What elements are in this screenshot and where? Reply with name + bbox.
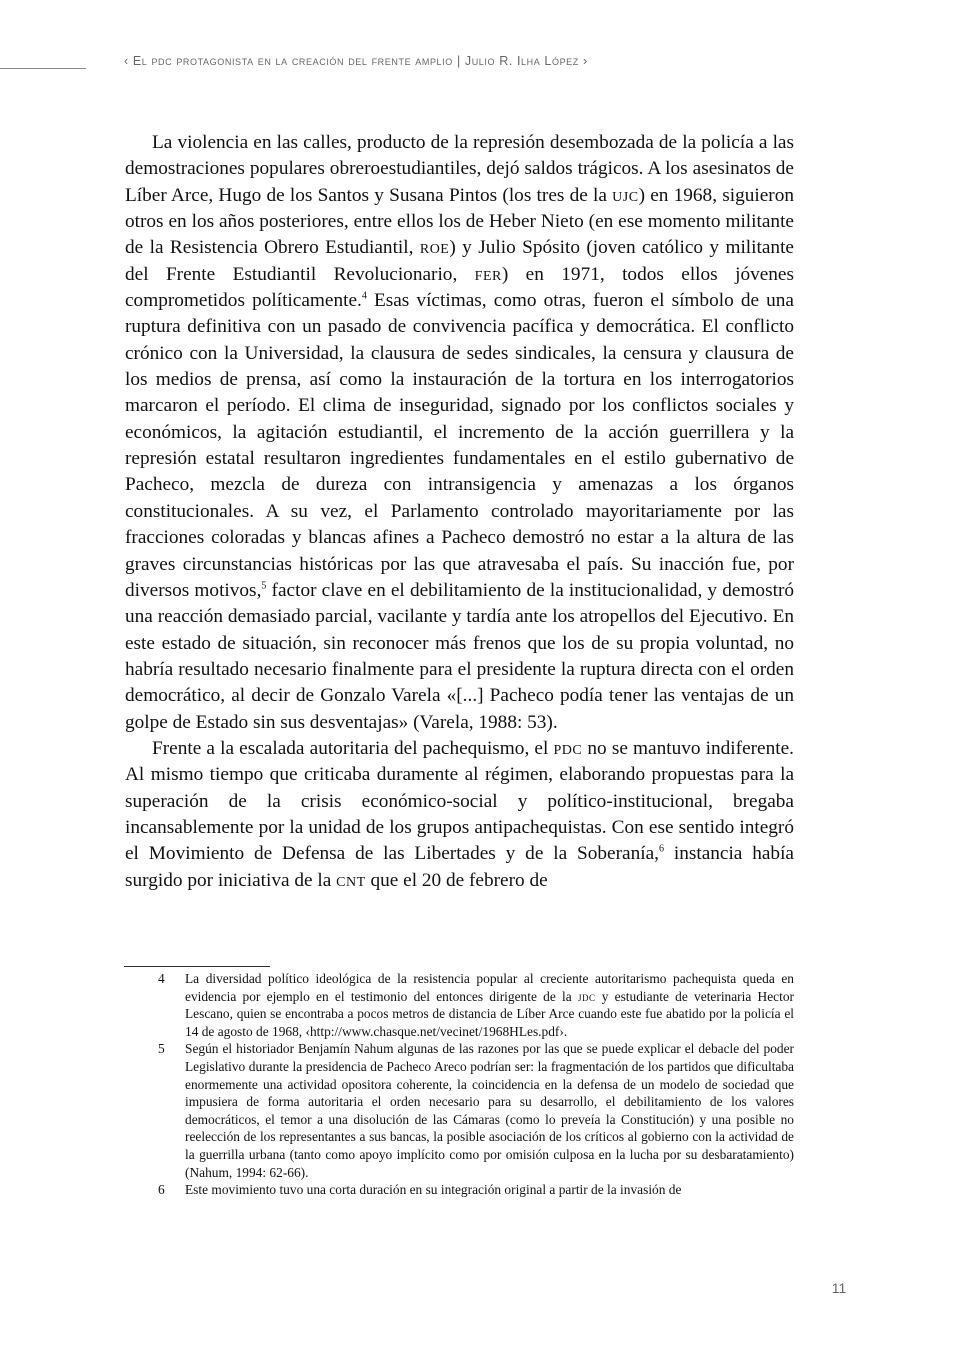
text-run: que el 20 de febrero de	[365, 869, 548, 891]
text-run: ) en 1968, siguieron otros en los años posteriores, entre ellos los de Heber Nieto (en ese momento militante de la Resistencia Obrero Estudiantil,	[125, 184, 794, 259]
text-run: y estudiante de veterinaria Hector Lescano, quien se encontraba a pocos metros de distancia de Líber Arce cuando este fue abatido por la policía el 14 de agosto de 1968, ‹http://www.chasque.net/vecinet/1968HLes.pdf›.	[185, 988, 794, 1039]
paragraph-2	[125, 736, 794, 894]
footnote-ref-4[interactable]: 4	[361, 290, 367, 302]
footnote-text: Según el historiador Benjamín Nahum algunas de las razones por las que se puede explicar el debacle del poder Legislativo durante la presidencia de Pacheco Areco podrían ser: la fragmentación de los partidos que dificultaba enormemente una actividad opositora coherente, la coincidencia en la defensa de un modelo de sociedad que impusiera de forma autoritaria el orden necesario para su desarrollo, el debilitamiento de los valores democráticos, el temor a una disolución de las Cámaras (como lo preveía la Constitución) y una posible no reelección de los representantes a sus bancas, la posible asociación de los críticos al gobierno con la actividad de la guerrilla urbana (tanto como apoyo implícito como por omisión culposa en la lucha por su desbaratamiento) (Nahum, 1994: 62-66).	[185, 1041, 794, 1180]
text-run: Esas víctimas, como otras, fueron el símbolo de una ruptura definitiva con un pasado de convivencia pacífica y democrática. El conflicto crónico con la Universidad, la clausura de sedes sindicales, la censura y clausura de los medios de prensa, así como la instauración de la tortura en los interrogatorios marcaron el período. El clima de inseguridad, signado por los conflictos sociales y económicos, la agitación estudiantil, el incremento de la acción guerrillera y la represión estatal resultaron ingredientes fundamentales en el estilo gubernativo de Pacheco, mezcla de dureza con intransigencia y amenazas a los órganos constitucionales. A su vez, el Parlamento controlado mayoritariamente por las fracciones coloradas y blancas afines a Pacheco demostró no estar a la altura de las graves circunstancias históricas por las que atravesaba el país. Su inacción fue, por diversos motivos,	[125, 290, 794, 601]
header-rule	[0, 68, 86, 69]
footnote-ref-5[interactable]: 5	[261, 580, 267, 592]
footnote-5	[124, 1040, 794, 1181]
footnote-text	[185, 970, 794, 1040]
text-run: La diversidad político ideológica de la resistencia popular al creciente autoritarismo pachequista queda en evidencia por ejemplo en el testimonio del entonces dirigente de la	[185, 971, 794, 1004]
text-run: no se mantuvo indiferente. Al mismo tiempo que criticaba duramente al régimen, elaborando propuestas para la superación de la crisis económico-social y político-institucional, bregaba incansablemente por la unidad de los grupos antipachequistas. Con ese sentido integró el Movimiento de Defensa de las Libertades y de la Soberanía,	[125, 737, 794, 865]
footnote-number: 6	[158, 1182, 165, 1198]
footnotes	[124, 970, 794, 1199]
footnote-number: 5	[158, 1041, 165, 1057]
acronym-cnt: cnt	[336, 869, 366, 891]
footnote-6	[124, 1181, 794, 1199]
acronym-pdc: pdc	[553, 737, 583, 759]
footnote-number: 4	[158, 971, 165, 986]
acronym-roe: roe	[419, 237, 450, 259]
text-run: Frente a la escalada autoritaria del pachequismo, el	[152, 737, 554, 759]
running-head: ‹ El pdc protagonista en la creación del frente amplio | Julio R. Ilha López ›	[124, 54, 588, 68]
text-run: ) y Julio Spósito (joven católico y militante del Frente Estudiantil Revolucionario,	[125, 237, 794, 285]
text-run: instancia había surgido por iniciativa de la	[125, 843, 794, 891]
body-text	[125, 130, 794, 894]
page-number: 11	[831, 1280, 847, 1296]
text-run: ) en 1971, todos ellos jóvenes comprometidos políticamente.	[125, 263, 794, 312]
text-run: La violencia en las calles, producto de la represión desembozada de la policía a las demostraciones populares obreroestudiantiles, dejó saldos trágicos. A los asesinatos de Líber Arce, Hugo de los Santos y Susana Pintos (los tres de la	[125, 132, 794, 206]
footnote-ref-6[interactable]: 6	[658, 843, 664, 855]
footnote-4	[124, 970, 794, 1040]
acronym-fer: fer	[474, 263, 502, 285]
footnote-rule	[124, 966, 270, 967]
paragraph-1	[125, 130, 794, 736]
acronym-jdc: jdc	[577, 988, 596, 1004]
footnote-text: Este movimiento tuvo una corta duración en su integración original a partir de la invasión de	[185, 1182, 682, 1198]
text-run: factor clave en el debilitamiento de la institucionalidad, y demostró una reacción demasiado parcial, vacilante y tardía ante los atropellos del Ejecutivo. En este estado de situación, sin reconocer más frenos que los de su propia voluntad, no habría resultado necesario finalmente para el presidente la ruptura directa con el orden democrático, al decir de Gonzalo Varela «[...] Pacheco podía tener las ventajas de un golpe de Estado sin sus desventajas» (Varela, 1988: 53).	[125, 579, 794, 733]
acronym-ujc: ujc	[612, 184, 639, 206]
